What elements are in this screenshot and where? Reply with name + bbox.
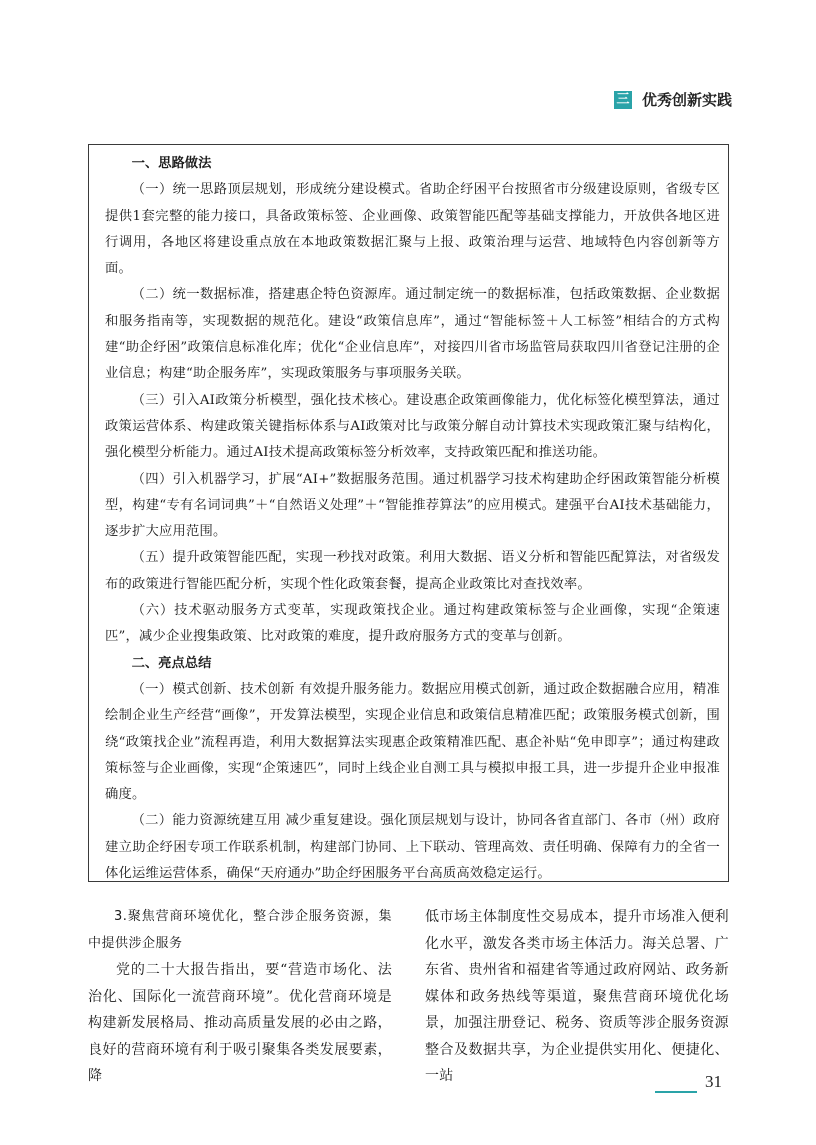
paragraph-approach-6: （六）技术驱动服务方式变革，实现政策找企业。通过构建政策标签与企业画像，实现“企策速匹”，减少企业搜集政策、比对政策的难度，提升政府服务方式的变革与创新。 (105, 603, 720, 645)
subsection-heading: 3.聚焦营商环境优化，整合涉企服务资源，集中提供涉企服务 (88, 909, 392, 951)
section-header (614, 89, 732, 110)
paragraph-highlight-2: （二）能力资源统建互用 减少重复建设。强化顶层规划与设计，协同各省直部门、各市（州）政府建立助企纾困专项工作联系机制，构建部门协同、上下联动、管理高效、责任明确、保障有力的全省一体化运维运营体系，确保“天府通办”助企纾困服务平台高质高效稳定运行。 (105, 813, 720, 882)
paragraph-approach-1: （一）统一思路顶层规划，形成统分建设模式。省助企纾困平台按照省市分级建设原则，省级专区提供1套完整的能力接口，具备政策标签、企业画像、政策智能匹配等基础支撑能力，开放供各地区进行调用，各地区将建设重点放在本地政策数据汇聚与上报、政策治理与运营、地域特色内容创新等方面。 (105, 182, 720, 277)
paragraph-approach-3: （三）引入AI政策分析模型，强化技术核心。建设惠企政策画像能力，优化标签化模型算法，通过政策运营体系、构建政策关键指标体系与AI政策对比与政策分解自动计算技术实现政策汇聚与结构化，强化模型分析能力。通过AI技术提高政策标签分析效率，支持政策匹配和推送功能。 (105, 392, 720, 461)
body-column-right (425, 904, 729, 1090)
paragraph-approach-4: （四）引入机器学习，扩展“AI+”数据服务范围。通过机器学习技术构建助企纾困政策智能分析模型，构建“专有名词词典”＋“自然语义处理”＋“智能推荐算法”的应用模式。建强平台AI技术基础能力，逐步扩大应用范围。 (105, 471, 720, 540)
heading-approach: 一、思路做法 (131, 156, 212, 171)
section-title: 优秀创新实践 (641, 91, 732, 109)
body-paragraph-left: 党的二十大报告指出，要“营造市场化、法治化、国际化一流营商环境”。优化营商环境是构建新发展格局、推动高质量发展的必由之路，良好的营商环境有利于吸引聚集各类发展要素，降 (88, 962, 392, 1084)
case-study-box (88, 144, 729, 882)
paragraph-approach-2: （二）统一数据标准，搭建惠企特色资源库。通过制定统一的数据标准，包括政策数据、企业数据和服务指南等，实现数据的规范化。建设“政策信息库”，通过“智能标签＋人工标签”相结合的方式构建“助企纾困”政策信息标准化库；优化“企业信息库”，对接四川省市场监管局获取四川省登记注册的企业信息；构建“助企服务库”，实现政策服务与事项服务关联。 (105, 287, 720, 382)
body-paragraph-right: 低市场主体制度性交易成本，提升市场准入便利化水平，激发各类市场主体活力。海关总署、广东省、贵州省和福建省等通过政府网站、政务新媒体和政务热线等渠道，聚焦营商环境优化场景，加强注册登记、税务、资质等涉企服务资源整合及数据共享，为企业提供实用化、便捷化、一站 (425, 909, 729, 1084)
body-column-left (88, 904, 392, 1090)
page-number: 31 (705, 1072, 722, 1091)
paragraph-highlight-1: （一）模式创新、技术创新 有效提升服务能力。数据应用模式创新，通过政企数据融合应用，精准绘制企业生产经营“画像”，开发算法模型，实现企业信息和政策信息精准匹配；政策服务模式创新，围绕“政策找企业”流程再造，利用大数据算法实现惠企政策精准匹配、惠企补贴“免申即享”；通过构建政策标签与企业画像，实现“企策速匹”，同时上线企业自测工具与模拟申报工具，进一步提升企业申报准确度。 (105, 681, 720, 803)
heading-highlights: 二、亮点总结 (131, 655, 212, 671)
section-number-icon: 三 (614, 91, 632, 109)
paragraph-approach-5: （五）提升政策智能匹配，实现一秒找对政策。利用大数据、语义分析和智能匹配算法，对省级发布的政策进行智能匹配分析，实现个性化政策套餐，提高企业政策比对查找效率。 (105, 550, 720, 592)
footer-accent-line (655, 1091, 697, 1093)
